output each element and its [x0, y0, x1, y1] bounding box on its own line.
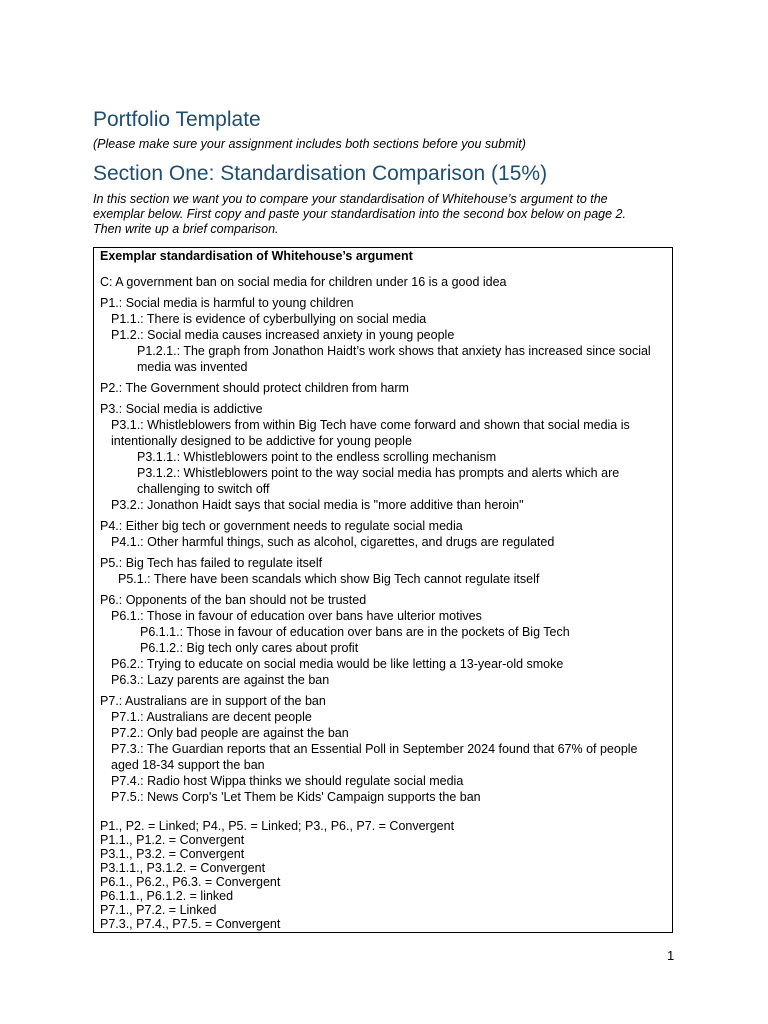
link-line: P7.3., P7.4., P7.5. = Convergent	[100, 917, 281, 931]
premise: P3.1.2.: Whistleblowers point to the way social media has prompts and alerts which are	[137, 466, 620, 480]
link-line: P6.1.1., P6.1.2. = linked	[100, 889, 234, 903]
premise-group-p3	[100, 401, 666, 513]
premise: P6.1.2.: Big tech only cares about profit	[140, 641, 359, 655]
link-line: P1., P2. = Linked; P4., P5. = Linked; P3., P6., P7. = Convergent	[100, 819, 455, 833]
section-heading: Section One: Standardisation Comparison (15%)	[93, 162, 548, 185]
premise: P1.2.: Social media causes increased anxiety in young people	[111, 328, 455, 342]
premise: P3.1.: Whistleblowers from within Big Tech have come forward and shown that social media is	[111, 418, 630, 432]
document-title: Portfolio Template	[93, 108, 261, 131]
premise: P3.: Social media is addictive	[100, 402, 263, 416]
premise: P2.: The Government should protect children from harm	[100, 381, 409, 395]
premise: P5.: Big Tech has failed to regulate itself	[100, 556, 323, 570]
page-number: 1	[667, 948, 675, 963]
premise: P7.: Australians are in support of the ban	[100, 694, 326, 708]
link-line: P1.1., P1.2. = Convergent	[100, 833, 245, 847]
premise: P6.2.: Trying to educate on social media would be like letting a 13-year-old smoke	[111, 657, 564, 671]
premise: P3.1.1.: Whistleblowers point to the endless scrolling mechanism	[137, 450, 497, 464]
premise-group-p1	[100, 295, 666, 375]
premise: P7.2.: Only bad people are against the ban	[111, 726, 349, 740]
premise: P3.2.: Jonathon Haidt says that social media is "more additive than heroin"	[111, 498, 524, 512]
intro-line: Then write up a brief comparison.	[93, 222, 279, 236]
link-line: P6.1., P6.2., P6.3. = Convergent	[100, 875, 281, 889]
conclusion-group	[100, 274, 666, 290]
exemplar-title: Exemplar standardisation of Whitehouse’s argument	[100, 249, 413, 263]
intro-line: In this section we want you to compare your standardisation of Whitehouse’s argument to the	[93, 192, 608, 206]
premise-group-p7	[100, 693, 666, 805]
premise-group-p2	[100, 380, 666, 396]
conclusion: C: A government ban on social media for children under 16 is a good idea	[100, 275, 507, 289]
link-relations	[100, 819, 666, 931]
premise: P1.1.: There is evidence of cyberbullying on social media	[111, 312, 427, 326]
premise: P6.1.1.: Those in favour of education over bans are in the pockets of Big Tech	[140, 625, 570, 639]
premise-continued: challenging to switch off	[137, 482, 270, 496]
link-line: P7.1., P7.2. = Linked	[100, 903, 217, 917]
premise: P7.4.: Radio host Wippa thinks we should regulate social media	[111, 774, 464, 788]
premise: P1.2.1.: The graph from Jonathon Haidt’s work shows that anxiety has increased since social	[137, 344, 651, 358]
premise-continued: media was invented	[137, 360, 248, 374]
premise: P7.3.: The Guardian reports that an Essential Poll in September 2024 found that 67% of people	[111, 742, 638, 756]
submission-note: (Please make sure your assignment includes both sections before you submit)	[93, 137, 526, 151]
premise-continued: aged 18-34 support the ban	[111, 758, 265, 772]
premise: P4.1.: Other harmful things, such as alcohol, cigarettes, and drugs are regulated	[111, 535, 555, 549]
premise: P6.1.: Those in favour of education over bans have ulterior motives	[111, 609, 482, 623]
premise: P6.: Opponents of the ban should not be trusted	[100, 593, 367, 607]
premise: P7.1.: Australians are decent people	[111, 710, 312, 724]
premise: P5.1.: There have been scandals which show Big Tech cannot regulate itself	[118, 572, 540, 586]
premise-group-p5	[100, 555, 666, 587]
intro-line: exemplar below. First copy and paste your standardisation into the second box below on page 2.	[93, 207, 626, 221]
premise: P6.3.: Lazy parents are against the ban	[111, 673, 330, 687]
exemplar-box	[93, 247, 673, 933]
link-line: P3.1., P3.2. = Convergent	[100, 847, 245, 861]
premise-group-p4	[100, 518, 666, 550]
premise: P4.: Either big tech or government needs to regulate social media	[100, 519, 463, 533]
premise-group-p6	[100, 592, 666, 688]
link-line: P3.1.1., P3.1.2. = Convergent	[100, 861, 266, 875]
premise: P1.: Social media is harmful to young children	[100, 296, 354, 310]
premise: P7.5.: News Corp's 'Let Them be Kids' Campaign supports the ban	[111, 790, 481, 804]
premise-continued: intentionally designed to be addictive for young people	[111, 434, 412, 448]
section-intro	[93, 192, 653, 237]
